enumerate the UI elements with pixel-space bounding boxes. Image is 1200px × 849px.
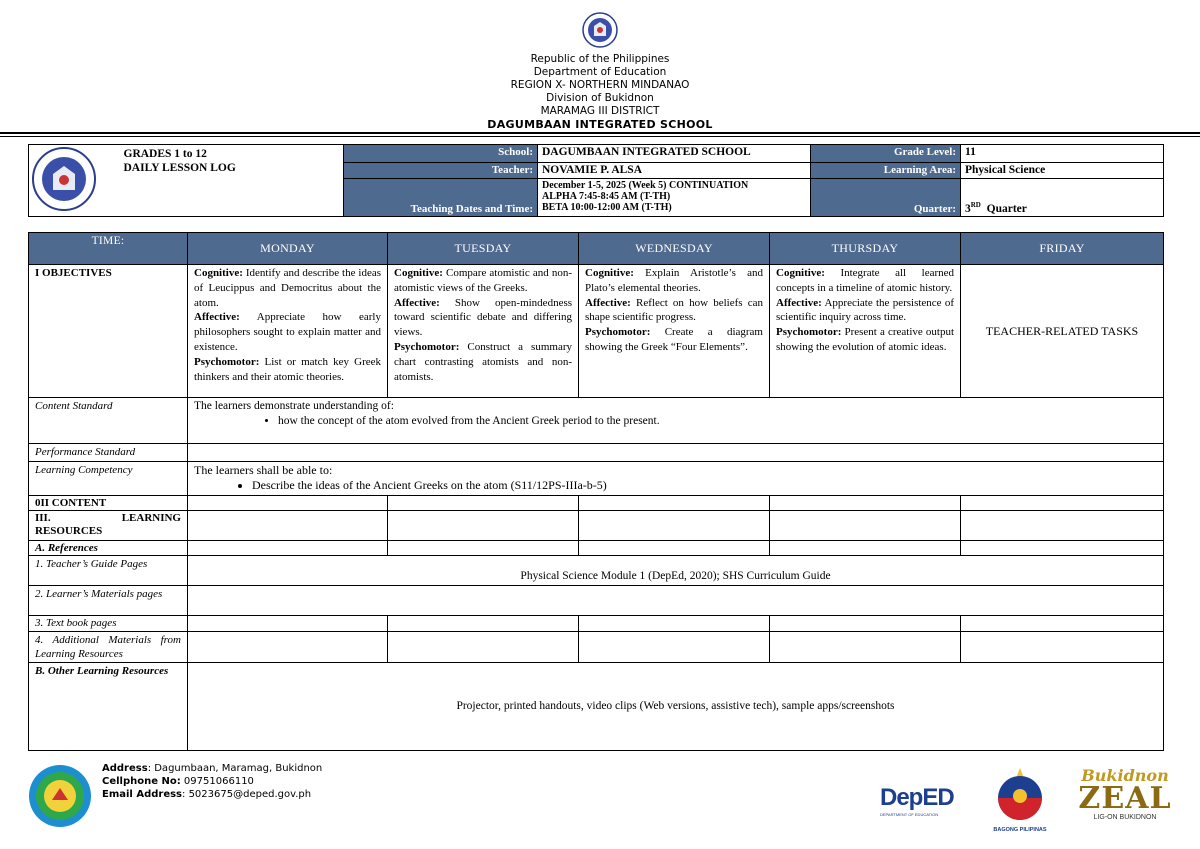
additional-materials-label: 4. Additional Materials from Learning Resources bbox=[29, 632, 188, 663]
friday-header: FRIDAY bbox=[961, 233, 1164, 265]
content-standard-value bbox=[188, 398, 1164, 444]
content-standard-label: Content Standard bbox=[29, 398, 188, 444]
school-value: DAGUMBAAN INTEGRATED SCHOOL bbox=[538, 145, 811, 163]
deped-round-seal-icon bbox=[31, 146, 97, 212]
wednesday-content bbox=[579, 496, 770, 511]
thursday-additional bbox=[770, 632, 961, 663]
school-label: School: bbox=[344, 145, 538, 163]
learners-materials-value bbox=[188, 586, 1164, 616]
monday-psychomotor: List or match key Greek thinkers and their atomic theories. bbox=[194, 355, 382, 383]
cognitive-label: Cognitive: bbox=[194, 267, 243, 279]
tuesday-references bbox=[388, 541, 579, 556]
dates-line-1: December 1-5, 2025 (Week 5) CONTINUATION bbox=[542, 180, 749, 191]
header-district: MARAMAG III DISTRICT bbox=[540, 105, 660, 117]
dates-label: Teaching Dates and Time: bbox=[344, 179, 538, 217]
tuesday-affective: Show open-mindedness toward scientific debate and differing views. bbox=[394, 296, 573, 339]
header-rule bbox=[0, 132, 1200, 134]
learning-competency-value bbox=[188, 462, 1164, 496]
psychomotor-label: Psychomotor: bbox=[194, 355, 260, 368]
textbook-label: 3. Text book pages bbox=[29, 616, 188, 632]
thursday-header: THURSDAY bbox=[770, 233, 961, 265]
dates-line-3: BETA 10:00-12:00 AM (T-TH) bbox=[542, 202, 672, 213]
header-rule-thin bbox=[0, 136, 1200, 137]
address-label: Address bbox=[102, 763, 148, 774]
wednesday-psychomotor: Create a diagram showing the Greek “Four Elements”. bbox=[585, 326, 763, 353]
thursday-objectives bbox=[770, 265, 961, 398]
teacher-value: NOVAMIE P. ALSA bbox=[538, 163, 811, 179]
wednesday-resources bbox=[579, 511, 770, 541]
dll-title-grades: GRADES 1 to 12 bbox=[123, 148, 207, 160]
zeal-wordmark: ZEAL bbox=[1078, 781, 1172, 816]
competency-bullet: • Describe the ideas of the Ancient Greeks on the atom (S11/12PS-IIIa-b-5) bbox=[252, 478, 1157, 493]
email-value: : 502367​5@deped.gov.ph bbox=[182, 789, 312, 800]
quarter-value bbox=[961, 179, 1164, 217]
friday-content bbox=[961, 496, 1164, 511]
footer-phone bbox=[102, 775, 254, 788]
content-standard-bullet: • how the concept of the atom evolved from the Ancient Greek period to the present. bbox=[278, 414, 1157, 429]
wednesday-cognitive: Explain Aristotle’s and Plato’s elemental theories. bbox=[585, 267, 763, 294]
bagong-pilipinas-logo bbox=[988, 766, 1052, 833]
bukidnon-zeal-logo bbox=[1075, 768, 1175, 822]
other-resources-value: Projector, printed handouts, video clips (Web versions, assistive tech), sample apps/screenshots bbox=[188, 663, 1164, 751]
school-logo-icon bbox=[28, 764, 92, 828]
objectives-label: I OBJECTIVES bbox=[29, 265, 188, 398]
teachers-guide-value: Physical Science Module 1 (DepEd, 2020); SHS Curriculum Guide bbox=[188, 556, 1164, 586]
dll-title-log: DAILY LESSON LOG bbox=[123, 162, 236, 174]
tuesday-content bbox=[388, 496, 579, 511]
monday-objectives bbox=[188, 265, 388, 398]
phone-value: 09751066110 bbox=[180, 776, 254, 787]
performance-standard-value bbox=[188, 444, 1164, 462]
monday-additional bbox=[188, 632, 388, 663]
teacher-label: Teacher: bbox=[344, 163, 538, 179]
grade-level-label: Grade Level: bbox=[811, 145, 961, 163]
affective-label: Affective: bbox=[194, 311, 240, 324]
bagong-pilipinas-emblem-icon bbox=[988, 766, 1052, 822]
lesson-info-table bbox=[28, 144, 1164, 217]
other-resources-label: B. Other Learning Resources bbox=[29, 663, 188, 751]
header-school: DAGUMBAAN INTEGRATED SCHOOL bbox=[487, 118, 713, 131]
ligon-text: LIG-ON BUKIDNON bbox=[1093, 814, 1157, 821]
friday-objectives: TEACHER-RELATED TASKS bbox=[961, 265, 1164, 398]
performance-standard-label: Performance Standard bbox=[29, 444, 188, 462]
quarter-number: 3 bbox=[965, 203, 971, 215]
thursday-affective: Appreciate the persistence of scientific inquiry across time. bbox=[776, 296, 954, 324]
bukidnon-wordmark: Bukidnon bbox=[1081, 766, 1169, 785]
friday-resources bbox=[961, 511, 1164, 541]
tuesday-cognitive: Compare atomistic and non-atomistic views of the Greeks. bbox=[394, 267, 572, 294]
monday-textbook bbox=[188, 616, 388, 632]
friday-references bbox=[961, 541, 1164, 556]
tuesday-resources bbox=[388, 511, 579, 541]
grade-level-value: 11 bbox=[961, 145, 1164, 163]
tuesday-objectives bbox=[388, 265, 579, 398]
thursday-content bbox=[770, 496, 961, 511]
daily-lesson-table bbox=[28, 232, 1164, 751]
wednesday-affective: Reflect on how beliefs can shape scientific progress. bbox=[585, 296, 764, 324]
thursday-textbook bbox=[770, 616, 961, 632]
references-label: A. References bbox=[29, 541, 188, 556]
deped-brand-logo bbox=[880, 784, 954, 817]
monday-content bbox=[188, 496, 388, 511]
teachers-guide-label: 1. Teacher’s Guide Pages bbox=[29, 556, 188, 586]
wednesday-header: WEDNESDAY bbox=[579, 233, 770, 265]
header-division: Division of Bukidnon bbox=[546, 92, 654, 104]
footer-address bbox=[102, 762, 322, 775]
learning-resources-label: III. LEARNING RESOURCES bbox=[29, 511, 188, 541]
affective-label: Affective: bbox=[776, 296, 822, 309]
affective-label: Affective: bbox=[585, 296, 631, 309]
header-republic: Republic of the Philippines bbox=[530, 53, 670, 65]
dll-title-cell bbox=[120, 145, 344, 217]
wednesday-objectives bbox=[579, 265, 770, 398]
tuesday-textbook bbox=[388, 616, 579, 632]
bagong-pilipinas-text: BAGONG PILIPINAS bbox=[993, 827, 1047, 833]
learning-competency-label: Learning Competency bbox=[29, 462, 188, 496]
cognitive-label: Cognitive: bbox=[394, 267, 443, 279]
tuesday-header: TUESDAY bbox=[388, 233, 579, 265]
address-value: : Dagumbaan, Maramag, Bukidnon bbox=[147, 763, 323, 774]
psychomotor-label: Psychomotor: bbox=[776, 326, 842, 339]
phone-label: Cellphone No: bbox=[102, 776, 181, 787]
tuesday-psychomotor: Construct a summary chart contrasting atomists and non-atomists. bbox=[394, 340, 572, 383]
friday-textbook bbox=[961, 616, 1164, 632]
content-label: 0II CONTENT bbox=[29, 496, 188, 511]
learners-materials-label: 2. Learner’s Materials pages bbox=[29, 586, 188, 616]
deped-wordmark: DepED bbox=[880, 784, 954, 811]
wednesday-textbook bbox=[579, 616, 770, 632]
footer-email bbox=[102, 788, 311, 801]
monday-references bbox=[188, 541, 388, 556]
header-department: Department of Education bbox=[533, 66, 667, 78]
email-label: Email Address bbox=[102, 789, 183, 800]
content-standard-intro: The learners demonstrate understanding of: bbox=[194, 400, 394, 412]
deped-subtext: DEPARTMENT OF EDUCATION bbox=[880, 812, 939, 817]
monday-header: MONDAY bbox=[188, 233, 388, 265]
dates-line-2: ALPHA 7:45-8:45 AM (T-TH) bbox=[542, 191, 671, 202]
cognitive-label: Cognitive: bbox=[585, 267, 634, 279]
dates-value bbox=[538, 179, 811, 217]
monday-affective: Appreciate how early philosophers sought to explain matter and existence. bbox=[194, 311, 381, 353]
wednesday-additional bbox=[579, 632, 770, 663]
friday-additional bbox=[961, 632, 1164, 663]
psychomotor-label: Psychomotor: bbox=[585, 326, 651, 339]
thursday-psychomotor: Present a creative output showing the evolution of atomic ideas. bbox=[776, 326, 954, 353]
header-region: REGION X- NORTHERN MINDANAO bbox=[510, 79, 690, 91]
learning-area-label: Learning Area: bbox=[811, 163, 961, 179]
deped-logo-cell bbox=[29, 145, 120, 217]
quarter-suffix: RD bbox=[970, 201, 981, 210]
wednesday-references bbox=[579, 541, 770, 556]
thursday-cognitive: Integrate all learned concepts in a timeline of atomic history. bbox=[776, 267, 955, 294]
competency-intro: The learners shall be able to: bbox=[194, 463, 333, 477]
thursday-resources bbox=[770, 511, 961, 541]
monday-cognitive: Identify and describe the ideas of Leucippus and Democritus about the atom. bbox=[194, 267, 382, 309]
tuesday-additional bbox=[388, 632, 579, 663]
monday-resources bbox=[188, 511, 388, 541]
affective-label: Affective: bbox=[394, 296, 440, 309]
cognitive-label: Cognitive: bbox=[776, 267, 825, 279]
deped-seal-logo bbox=[582, 12, 618, 48]
learning-area-value: Physical Science bbox=[961, 163, 1164, 179]
quarter-label: Quarter: bbox=[811, 179, 961, 217]
psychomotor-label: Psychomotor: bbox=[394, 340, 460, 353]
quarter-word: Quarter bbox=[986, 203, 1027, 215]
time-header: TIME: bbox=[29, 233, 188, 265]
thursday-references bbox=[770, 541, 961, 556]
